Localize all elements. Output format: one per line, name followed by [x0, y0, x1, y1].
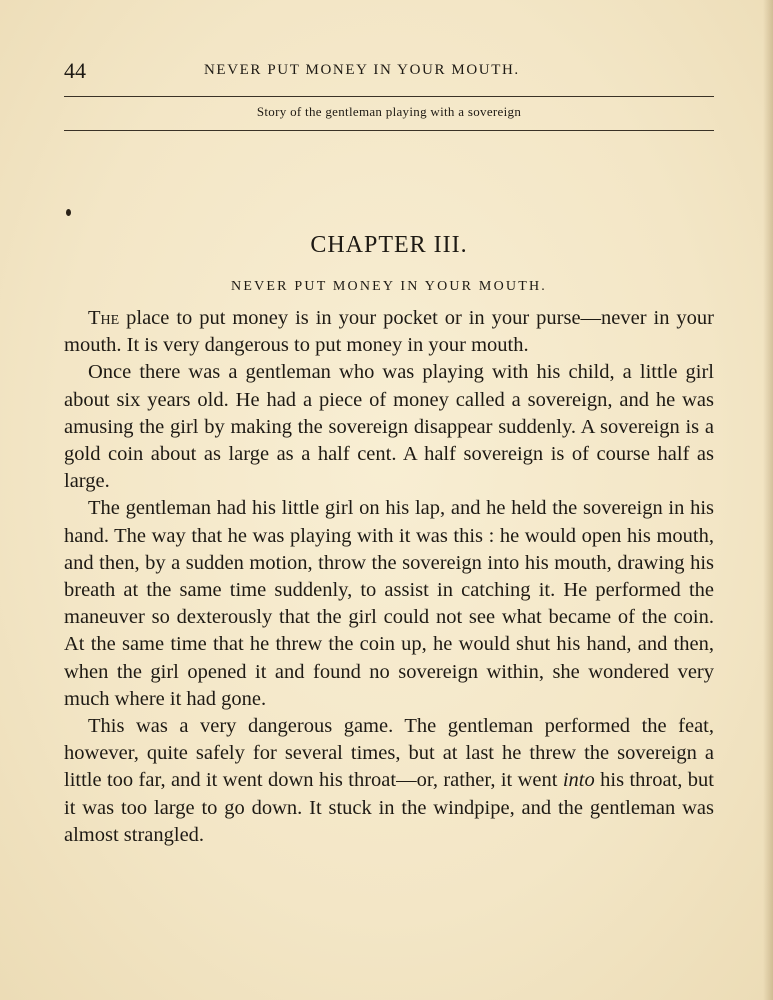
paragraph-4-emphasis: into: [562, 769, 595, 792]
paragraph-4-before: This was a very dangerous game. The gentleman performed the feat, however, quite safely for several times, but at last he threw the sovereign a little too far, and it went down his throat—or, rather, it went: [64, 715, 714, 792]
paragraph-2: Once there was a gentleman who was playing with his child, a little girl about six years old. He had a piece of money called a sovereign, and he was amusing the girl by making the sovereign disappear suddenly. A sovereign is a gold coin about as large as a half cent. A half sovereign is of course half as large.: [64, 361, 714, 493]
marginal-note: Story of the gentleman playing with a sovereign: [256, 104, 522, 119]
body-text: [64, 305, 714, 849]
running-head: [64, 58, 714, 82]
page-number: 44: [64, 58, 86, 83]
header-rule-top: [64, 96, 714, 97]
header-rule-bottom: [64, 130, 714, 131]
paragraph-4-after: his throat, but it was too large to go down. It stuck in the windpipe, and the gentleman was almost strangled.: [64, 769, 714, 846]
paragraph-4: [64, 713, 714, 849]
paragraph-1-text: place to put money is in your pocket or in your purse—never in your mouth. It is very dangerous to put money in your mouth.: [64, 307, 714, 357]
paragraph-3: The gentleman had his little girl on his lap, and he held the sovereign in his hand. The way that he was playing with it was this : he would open his mouth, and then, by a sudden motion, throw the sovereign into his mouth, drawing his breath at the same time suddenly, to assist in catching it. He performed the maneuver so dexterously that the girl could not see what became of the coin. At the same time that he threw the coin up, he would shut his hand, and then, when the girl opened it and found no sovereign within, she wondered very much where it had gone.: [64, 497, 714, 710]
chapter-heading: CHAPTER III.: [310, 232, 468, 258]
ink-blot: [66, 209, 71, 216]
chapter-subtitle: NEVER PUT MONEY IN YOUR MOUTH.: [231, 279, 547, 294]
paragraph-1: [64, 305, 714, 359]
lead-word: The: [88, 307, 120, 329]
running-title: NEVER PUT MONEY IN YOUR MOUTH.: [204, 62, 520, 78]
page-edge-shadow: [763, 0, 773, 1000]
